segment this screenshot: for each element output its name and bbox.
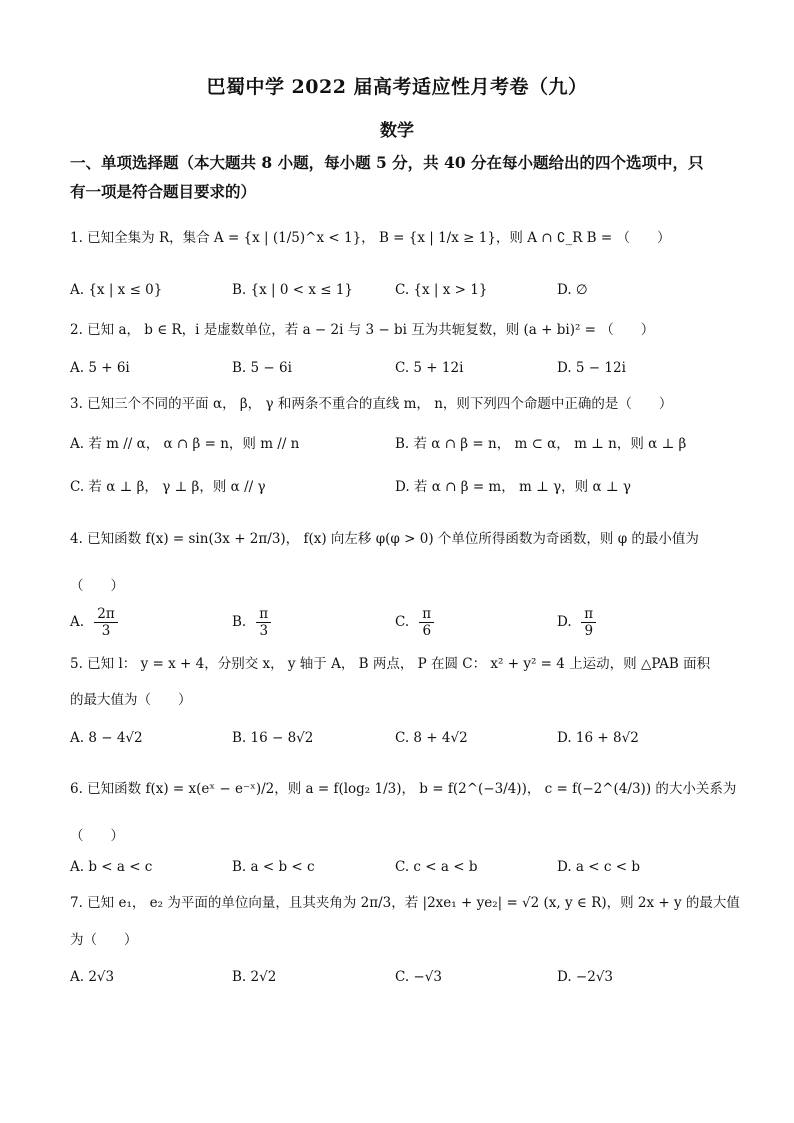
question-6-stem: 6. 已知函数 f(x) = x(eˣ − e⁻ˣ)/2，则 a = f(log₂ 1/3)， b = f(2^(−3/4))， c = f(−2^(4/3)) 的大小关系为 — [70, 781, 737, 797]
question-5-options — [70, 726, 730, 750]
fraction-denominator: 3 — [259, 623, 269, 639]
question-4-option-d-fraction — [581, 606, 596, 639]
question-4-stem: 4. 已知函数 f(x) = sin(3x + 2π/3)， f(x) 向左移 φ(φ > 0) 个单位所得函数为奇函数，则 φ 的最小值为 — [70, 531, 699, 547]
question-4-option-b-fraction — [256, 606, 271, 639]
fraction-numerator: π — [581, 606, 596, 623]
section-heading-line1: 一、单项选择题（本大题共 8 小题，每小题 5 分，共 40 分在每小题给出的四个选项中，只 — [70, 153, 704, 172]
question-1-option-d: D. ∅ — [557, 282, 588, 298]
question-6-option-b: B. a < b < c — [232, 859, 315, 875]
question-7-option-a: A. 2√3 — [70, 969, 115, 985]
page-title: 巴蜀中学 2022 届高考适应性月考卷（九） — [206, 76, 588, 98]
question-5-option-c: C. 8 + 4√2 — [395, 730, 468, 746]
fraction-denominator: 9 — [584, 623, 594, 639]
question-3-option-b: B. 若 α ∩ β = n， m ⊂ α， m ⊥ n，则 α ⊥ β — [395, 436, 687, 452]
question-4-option-a-label: A. — [70, 614, 85, 630]
question-1-options — [70, 278, 730, 302]
question-7-stem-cont: 为（ ） — [70, 932, 138, 948]
fraction-numerator: 2π — [94, 606, 117, 623]
fraction-numerator: π — [419, 606, 434, 623]
question-4-option-b — [232, 606, 271, 639]
question-4-option-d — [557, 606, 596, 639]
question-6-stem-cont: （ ） — [70, 828, 124, 844]
question-7-options — [70, 965, 730, 989]
question-4-option-a — [70, 606, 118, 639]
question-2-option-c: C. 5 + 12i — [395, 360, 464, 376]
question-6-option-c: C. c < a < b — [395, 859, 478, 875]
question-1-stem: 1. 已知全集为 R，集合 A = {x | (1/5)^x < 1}， B = {x | 1/x ≥ 1}，则 A ∩ ∁_R B = （ ） — [70, 230, 671, 246]
question-7-option-c: C. −√3 — [395, 969, 442, 985]
question-2-option-d: D. 5 − 12i — [557, 360, 626, 376]
question-1-option-c: C. {x | x > 1} — [395, 282, 488, 298]
fraction-numerator: π — [256, 606, 271, 623]
question-4-option-c-fraction — [419, 606, 434, 639]
question-5-stem-cont: 的最大值为（ ） — [70, 692, 192, 708]
question-5-option-b: B. 16 − 8√2 — [232, 730, 314, 746]
question-4-option-c-label: C. — [395, 614, 410, 630]
question-5-option-a: A. 8 − 4√2 — [70, 730, 143, 746]
question-2-option-a: A. 5 + 6i — [70, 360, 130, 376]
question-4-option-b-label: B. — [232, 614, 247, 630]
question-4-option-a-fraction — [94, 606, 117, 639]
question-2-option-b: B. 5 − 6i — [232, 360, 292, 376]
question-4-options — [70, 606, 730, 642]
question-3-option-c: C. 若 α ⊥ β， γ ⊥ β，则 α // γ — [70, 479, 266, 495]
question-3-stem: 3. 已知三个不同的平面 α， β， γ 和两条不重合的直线 m， n，则下列四个命题中正确的是（ ） — [70, 396, 673, 412]
question-5-stem: 5. 已知 l： y = x + 4，分别交 x， y 轴于 A， B 两点， P 在圆 C： x² + y² = 4 上运动，则 △PAB 面积 — [70, 656, 711, 672]
question-6-option-a: A. b < a < c — [70, 859, 153, 875]
question-3-options-row1 — [70, 432, 730, 456]
question-3-options-row2 — [70, 475, 730, 499]
question-4-option-d-label: D. — [557, 614, 572, 630]
question-7-option-d: D. −2√3 — [557, 969, 614, 985]
question-6-option-d: D. a < c < b — [557, 859, 640, 875]
question-2-options — [70, 356, 730, 380]
subject-title: 数学 — [380, 121, 414, 141]
question-3-option-a: A. 若 m // α， α ∩ β = n，则 m // n — [70, 436, 300, 452]
question-7-option-b: B. 2√2 — [232, 969, 277, 985]
question-1-option-b: B. {x | 0 < x ≤ 1} — [232, 282, 354, 298]
question-5-option-d: D. 16 + 8√2 — [557, 730, 639, 746]
fraction-denominator: 3 — [101, 623, 111, 639]
question-6-options — [70, 855, 730, 879]
question-2-stem: 2. 已知 a， b ∈ R，i 是虚数单位，若 a − 2i 与 3 − bi 互为共轭复数，则 (a + bi)² = （ ） — [70, 322, 655, 338]
section-heading — [70, 148, 730, 206]
section-heading-line2: 有一项是符合题目要求的） — [70, 182, 257, 201]
question-3-option-d: D. 若 α ∩ β = m， m ⊥ γ，则 α ⊥ γ — [395, 479, 631, 495]
question-4-stem-cont: （ ） — [70, 578, 124, 594]
fraction-denominator: 6 — [422, 623, 432, 639]
question-4-option-c — [395, 606, 434, 639]
question-7-stem: 7. 已知 e₁， e₂ 为平面的单位向量，且其夹角为 2π/3，若 |2xe₁ + ye₂| = √2 (x, y ∈ R)，则 2x + y 的最大值 — [70, 895, 740, 911]
question-1-option-a: A. {x | x ≤ 0} — [70, 282, 163, 298]
